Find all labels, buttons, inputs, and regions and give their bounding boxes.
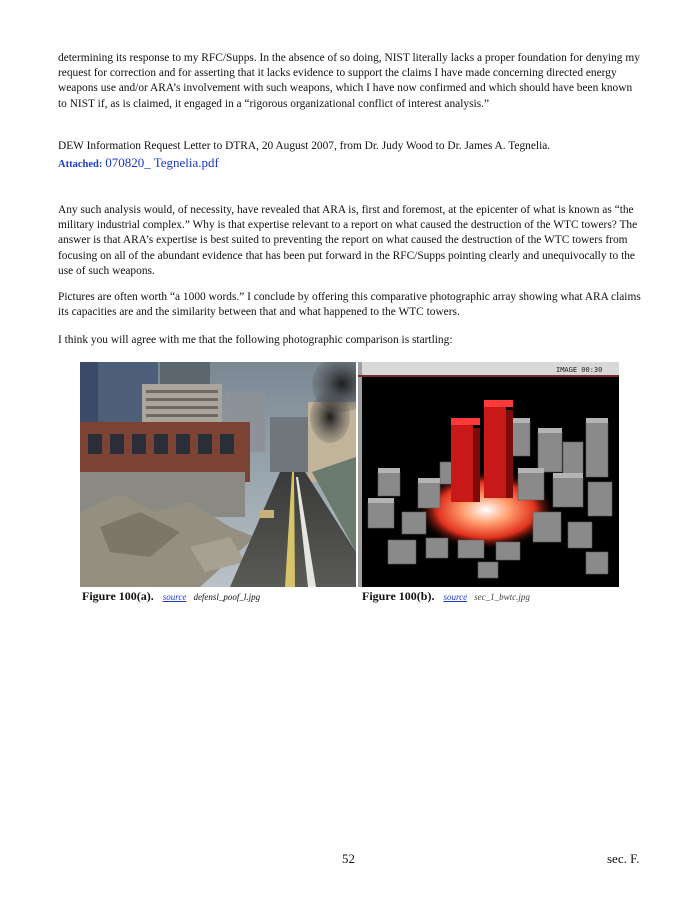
paragraph-4: Pictures are often worth “a 1000 words.” I conclude by offering this comparative photographic array showing what ARA claims its capacities are and the similarity between that and what happened to the WTC towers. bbox=[58, 291, 641, 319]
source-link[interactable]: source bbox=[443, 592, 468, 602]
figure-100a-street-scene-image bbox=[80, 362, 356, 587]
attachment-link[interactable]: 070820_ Tegnelia.pdf bbox=[105, 155, 219, 171]
dew-letter-reference: DEW Information Request Letter to DTRA, 20 August 2007, from Dr. Judy Wood to Dr. James A. Tegnelia. bbox=[58, 140, 551, 152]
image-filename: sec_1_bwtc.jpg bbox=[474, 592, 530, 602]
figure-100a-caption bbox=[82, 589, 260, 604]
figure-label: Figure 100(a). bbox=[82, 589, 154, 603]
attachment-label: Attached: bbox=[58, 159, 103, 171]
viewer-title: IMAGE 00:30 bbox=[556, 366, 603, 374]
paragraph-2 bbox=[58, 139, 643, 172]
figure-label: Figure 100(b). bbox=[362, 589, 435, 603]
paragraph-3: Any such analysis would, of necessity, have revealed that ARA is, first and foremost, at the epicenter of what is known as “the military industrial complex.” Why is that expertise relevant to a report on what caused the destruction of the WTC towers? The answer is that ARA’s expertise is best suited to preventing the report on what caused the destruction of the WTC towers from focusing on all of the abundant evidence that has been put forward in the RFC/Supps pointing clearly and unequivocally to the use of such weapons. bbox=[58, 204, 638, 277]
figure-100b-3d-city-visualization-image bbox=[358, 362, 619, 587]
figure-100b-caption bbox=[362, 589, 530, 604]
paragraph-5: I think you will agree with me that the following photographic comparison is startling: bbox=[58, 334, 453, 346]
paragraph-1: determining its response to my RFC/Supps. In the absence of so doing, NIST literally lacks a proper foundation for denying my request for correction and for asserting that it lacks evidence to support the claims I have made concerning directed energy weapons use and/or ARA’s involvement with such weapons, which I have now confirmed and which should have been known to NIST if, as is claimed, it engaged in a “rigorous organizational conflict of interest analysis.” bbox=[58, 52, 640, 110]
attachment-line bbox=[58, 155, 643, 172]
section-label: sec. F. bbox=[607, 851, 640, 866]
page-number: 52 bbox=[342, 851, 355, 866]
image-filename: defensl_poof_l.jpg bbox=[193, 592, 261, 602]
source-link[interactable]: source bbox=[162, 592, 187, 602]
